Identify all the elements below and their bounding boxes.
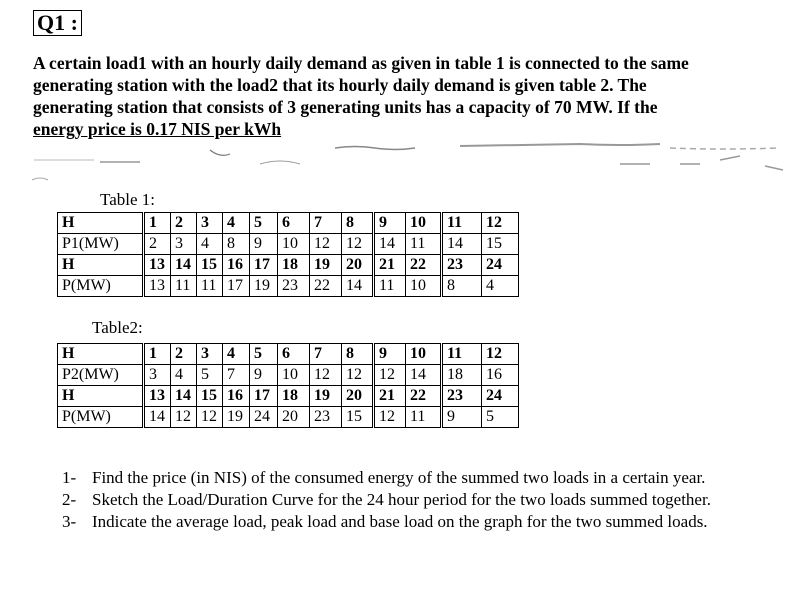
table-cell: 21 <box>374 386 406 407</box>
table-cell: 4 <box>171 365 197 386</box>
table-cell: 10 <box>278 365 310 386</box>
table-cell: 12 <box>310 234 342 255</box>
question-list <box>62 468 792 534</box>
table-cell: 15 <box>197 255 223 276</box>
table2 <box>57 343 519 428</box>
row-header: H <box>58 344 144 365</box>
table-cell: 2 <box>144 234 171 255</box>
table-cell: 12 <box>310 365 342 386</box>
table-cell: 23 <box>442 255 482 276</box>
table-cell: 14 <box>442 234 482 255</box>
table-cell: 3 <box>171 234 197 255</box>
table-cell: 12 <box>482 213 519 234</box>
table-cell: 15 <box>342 407 374 428</box>
row-header: P1(MW) <box>58 234 144 255</box>
table-cell: 5 <box>250 344 278 365</box>
table-cell: 8 <box>442 276 482 297</box>
question-number: 1- <box>62 468 77 487</box>
table-cell: 2 <box>171 213 197 234</box>
table-row <box>58 213 519 234</box>
table-cell: 14 <box>171 386 197 407</box>
table-cell: 7 <box>310 344 342 365</box>
table-cell: 14 <box>342 276 374 297</box>
table-cell: 11 <box>442 344 482 365</box>
row-header: H <box>58 213 144 234</box>
table-cell: 12 <box>197 407 223 428</box>
row-header: H <box>58 255 144 276</box>
table-cell: 20 <box>278 407 310 428</box>
row-header: P2(MW) <box>58 365 144 386</box>
table-cell: 6 <box>278 344 310 365</box>
table2-label: Table2: <box>92 318 143 337</box>
table-row <box>58 255 519 276</box>
table-cell: 14 <box>171 255 197 276</box>
row-header: P(MW) <box>58 407 144 428</box>
table-cell: 9 <box>374 213 406 234</box>
table-cell: 15 <box>482 234 519 255</box>
table-cell: 19 <box>310 255 342 276</box>
table-cell: 22 <box>406 255 442 276</box>
table-cell: 13 <box>144 386 171 407</box>
table-cell: 17 <box>250 386 278 407</box>
question-item <box>62 468 792 488</box>
table-cell: 13 <box>144 276 171 297</box>
table-cell: 11 <box>197 276 223 297</box>
table-cell: 11 <box>171 276 197 297</box>
table-cell: 8 <box>342 213 374 234</box>
table-cell: 20 <box>342 255 374 276</box>
question-text: Indicate the average load, peak load and base load on the graph for the two summed loads. <box>92 512 708 531</box>
table-cell: 11 <box>406 407 442 428</box>
redacted-scribble <box>30 140 790 190</box>
table-cell: 16 <box>223 386 250 407</box>
table-cell: 12 <box>374 365 406 386</box>
table-cell: 12 <box>374 407 406 428</box>
table-cell: 12 <box>342 234 374 255</box>
table-cell: 8 <box>223 234 250 255</box>
statement-line-1: A certain load1 with an hourly daily demand as given in table 1 is connected to the same <box>33 53 689 73</box>
statement-line-4: energy price is 0.17 NIS per kWh <box>33 119 282 139</box>
table-cell: 9 <box>250 234 278 255</box>
table1-label: Table 1: <box>100 190 155 209</box>
table-cell: 15 <box>197 386 223 407</box>
table-cell: 7 <box>223 365 250 386</box>
table-cell: 20 <box>342 386 374 407</box>
table-cell: 22 <box>406 386 442 407</box>
table-cell: 2 <box>171 344 197 365</box>
table-cell: 12 <box>171 407 197 428</box>
table-cell: 12 <box>482 344 519 365</box>
table-cell: 24 <box>482 386 519 407</box>
table-cell: 11 <box>442 213 482 234</box>
table-cell: 17 <box>250 255 278 276</box>
table-row <box>58 386 519 407</box>
question-number: 3- <box>62 512 77 531</box>
table-cell: 22 <box>310 276 342 297</box>
table-cell: 14 <box>374 234 406 255</box>
table-cell: 12 <box>342 365 374 386</box>
question-text: Find the price (in NIS) of the consumed energy of the summed two loads in a certain year. <box>92 468 706 487</box>
table-cell: 19 <box>223 407 250 428</box>
table-cell: 23 <box>278 276 310 297</box>
table-cell: 3 <box>197 344 223 365</box>
question-text: Sketch the Load/Duration Curve for the 24 hour period for the two loads summed together. <box>92 490 711 509</box>
table-cell: 3 <box>144 365 171 386</box>
question-label: Q1 : <box>33 10 82 36</box>
table-cell: 4 <box>223 344 250 365</box>
table-cell: 4 <box>223 213 250 234</box>
table-cell: 18 <box>442 365 482 386</box>
table-cell: 6 <box>278 213 310 234</box>
table-cell: 10 <box>406 213 442 234</box>
table-cell: 10 <box>406 344 442 365</box>
table-cell: 16 <box>482 365 519 386</box>
table1 <box>57 212 519 297</box>
table-row <box>58 365 519 386</box>
table-cell: 1 <box>144 213 171 234</box>
table-cell: 9 <box>442 407 482 428</box>
row-header: P(MW) <box>58 276 144 297</box>
table-cell: 19 <box>250 276 278 297</box>
table-cell: 18 <box>278 386 310 407</box>
table-cell: 14 <box>144 407 171 428</box>
statement-line-3: generating station that consists of 3 generating units has a capacity of 70 MW. If the <box>33 97 658 117</box>
table-cell: 24 <box>250 407 278 428</box>
table-cell: 24 <box>482 255 519 276</box>
table-cell: 11 <box>374 276 406 297</box>
table-cell: 21 <box>374 255 406 276</box>
table-row <box>58 407 519 428</box>
table-cell: 17 <box>223 276 250 297</box>
table-cell: 19 <box>310 386 342 407</box>
question-number: 2- <box>62 490 77 509</box>
table-cell: 11 <box>406 234 442 255</box>
statement-line-2: generating station with the load2 that its hourly daily demand is given table 2. The <box>33 75 647 95</box>
table-row <box>58 276 519 297</box>
table-cell: 18 <box>278 255 310 276</box>
table-cell: 3 <box>197 213 223 234</box>
table-cell: 13 <box>144 255 171 276</box>
table-cell: 14 <box>406 365 442 386</box>
table-cell: 23 <box>442 386 482 407</box>
table-cell: 10 <box>406 276 442 297</box>
table-cell: 5 <box>197 365 223 386</box>
table-cell: 7 <box>310 213 342 234</box>
table-cell: 23 <box>310 407 342 428</box>
table-cell: 9 <box>374 344 406 365</box>
table-row <box>58 234 519 255</box>
table-cell: 4 <box>197 234 223 255</box>
problem-statement <box>33 52 793 140</box>
question-item <box>62 512 792 532</box>
table-cell: 5 <box>482 407 519 428</box>
table-cell: 5 <box>250 213 278 234</box>
question-item <box>62 490 792 510</box>
table-cell: 10 <box>278 234 310 255</box>
table-cell: 4 <box>482 276 519 297</box>
table-cell: 9 <box>250 365 278 386</box>
table-row <box>58 344 519 365</box>
row-header: H <box>58 386 144 407</box>
table-cell: 1 <box>144 344 171 365</box>
table-cell: 16 <box>223 255 250 276</box>
table-cell: 8 <box>342 344 374 365</box>
